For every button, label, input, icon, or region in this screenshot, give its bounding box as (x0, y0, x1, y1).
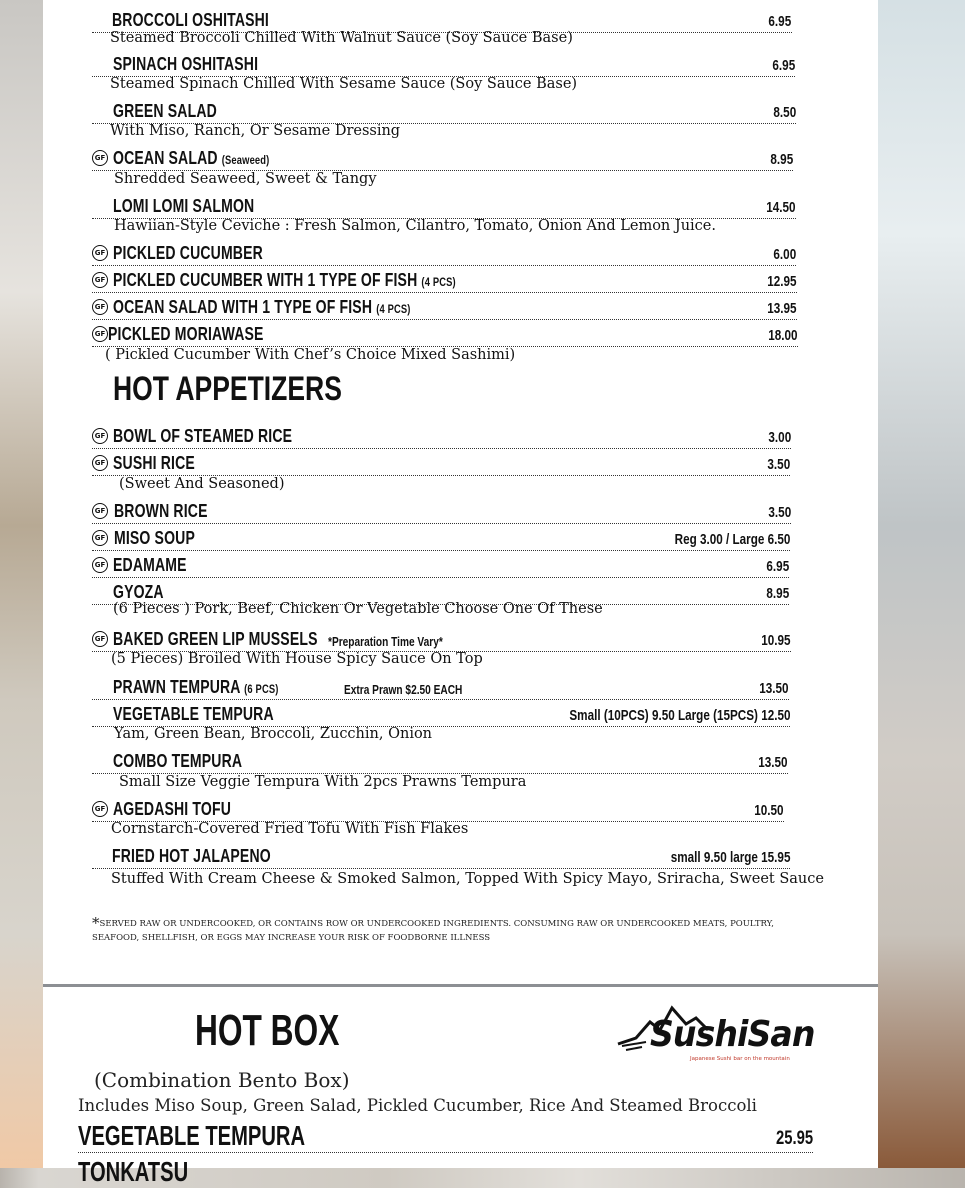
gluten-free-icon: GF (92, 272, 108, 288)
menu-item-price: 13.95 (767, 300, 797, 317)
item-portion-text: (6 PCS) (244, 682, 279, 696)
menu-item-name (113, 54, 258, 75)
item-name-text: AGEDASHI TOFU (113, 799, 231, 819)
item-name-text: BAKED GREEN LIP MUSSELS (113, 629, 318, 649)
item-name-text: EDAMAME (113, 555, 187, 575)
menu-item-price: 10.95 (761, 632, 791, 649)
gluten-free-icon: GF (92, 428, 108, 444)
menu-item-price: 10.50 (754, 802, 784, 819)
menu-item-name (108, 324, 264, 345)
menu-item-description: Cornstarch-Covered Fried Tofu With Fish Flakes (111, 821, 469, 837)
item-name-text: GREEN SALAD (113, 101, 217, 121)
menu-item-price: 8.95 (770, 151, 793, 168)
hot-box-includes: Includes Miso Soup, Green Salad, Pickled Cucumber, Rice And Steamed Broccoli (78, 1096, 757, 1115)
gluten-free-icon: GF (92, 530, 108, 546)
menu-item-name (113, 629, 318, 650)
menu-item-name (114, 528, 195, 549)
item-name-text: PICKLED MORIAWASE (108, 324, 264, 344)
menu-item-description: With Miso, Ranch, Or Sesame Dressing (110, 123, 401, 139)
background-photo-left (0, 0, 43, 1168)
menu-item-name (113, 426, 292, 447)
item-name-text: OCEAN SALAD WITH 1 TYPE OF FISH (113, 297, 373, 317)
dotted-leader (92, 292, 797, 293)
item-name-text: MISO SOUP (114, 528, 195, 548)
dotted-leader (92, 868, 790, 869)
menu-item-price: 8.50 (773, 104, 796, 121)
menu-item-description: (5 Pieces) Broiled With House Spicy Sauce On Top (111, 651, 483, 667)
menu-item-name (113, 799, 231, 820)
item-portion-text: (Seaweed) (221, 153, 270, 167)
menu-item-name (114, 501, 208, 522)
dotted-leader (92, 265, 796, 266)
item-name-text: FRIED HOT JALAPENO (112, 846, 271, 866)
menu-item-description: (Sweet And Seasoned) (119, 476, 285, 492)
logo-tagline: Japanese Sushi bar on the mountain (690, 1056, 790, 1062)
hot-box-item-name: VEGETABLE TEMPURA (78, 1120, 306, 1151)
menu-item-name (112, 10, 269, 31)
menu-item-name (113, 704, 274, 725)
item-name-text: PICKLED CUCUMBER (113, 243, 263, 263)
item-name-text: COMBO TEMPURA (113, 751, 243, 771)
menu-item-price: Small (10PCS) 9.50 Large (15PCS) 12.50 (568, 707, 790, 724)
item-name-text: SUSHI RICE (113, 453, 195, 473)
menu-item-name (113, 297, 411, 318)
item-name-text: SPINACH OSHITASHI (113, 54, 259, 74)
dotted-leader (92, 577, 789, 578)
gluten-free-icon: GF (92, 503, 108, 519)
menu-item-price: small 9.50 large 15.95 (670, 849, 790, 866)
item-name-text: OCEAN SALAD (113, 148, 218, 168)
menu-item-price: 3.50 (768, 504, 791, 521)
hot-appetizers-title: HOT APPETIZERS (113, 370, 342, 408)
gluten-free-icon: GF (92, 557, 108, 573)
menu-item-description: Small Size Veggie Tempura With 2pcs Prawns Tempura (119, 774, 527, 790)
menu-item-name (113, 101, 217, 122)
menu-item-price: 18.00 (768, 327, 798, 344)
item-name-text: BROWN RICE (114, 501, 208, 521)
menu-item-description: Stuffed With Cream Cheese & Smoked Salmon, Topped With Spicy Mayo, Sriracha, Sweet Sauce (111, 871, 824, 887)
dotted-leader (92, 523, 791, 524)
hot-box-item-price: 25.95 (776, 1128, 814, 1149)
hot-box-subtitle: (Combination Bento Box) (94, 1068, 350, 1092)
menu-item-name (113, 270, 456, 291)
menu-item-name (113, 677, 279, 698)
menu-item-name (113, 243, 263, 264)
item-name-text: PICKLED CUCUMBER WITH 1 TYPE OF FISH (113, 270, 418, 290)
dotted-leader (92, 699, 789, 700)
hot-box-title: HOT BOX (195, 1006, 340, 1055)
gluten-free-icon: GF (92, 801, 108, 817)
menu-item-description: Shredded Seaweed, Sweet & Tangy (114, 171, 377, 187)
gluten-free-icon: GF (92, 455, 108, 471)
menu-item-price: 6.95 (772, 57, 795, 74)
gluten-free-icon: GF (92, 245, 108, 261)
dotted-leader (92, 550, 790, 551)
menu-item-price: 6.95 (768, 13, 791, 30)
item-name-text: VEGETABLE TEMPURA (113, 704, 274, 724)
background-photo-right (878, 0, 965, 1168)
logo-wordmark: SushiSan (650, 1014, 815, 1055)
menu-item-price: 3.00 (768, 429, 791, 446)
menu-item-note: *Preparation Time Vary* (328, 634, 443, 649)
item-name-text: LOMI LOMI SALMON (113, 196, 255, 216)
menu-item-price: 14.50 (766, 199, 796, 216)
item-name-text: BROCCOLI OSHITASHI (112, 10, 269, 30)
menu-item-description: ( Pickled Cucumber With Chef’s Choice Mixed Sashimi) (105, 347, 516, 363)
hot-box-next-item: TONKATSU (78, 1156, 189, 1187)
menu-item-name (113, 751, 242, 772)
gluten-free-icon: GF (92, 299, 108, 315)
menu-item-description: Steamed Broccoli Chilled With Walnut Sauce (Soy Sauce Base) (110, 30, 573, 46)
menu-item-price: 12.95 (767, 273, 797, 290)
footnote-star: * (92, 914, 100, 932)
menu-item-name (112, 846, 271, 867)
menu-item-price: 13.50 (759, 680, 789, 697)
item-portion-text: (4 PCS) (421, 275, 456, 289)
menu-item-description: Hawiian-Style Ceviche : Fresh Salmon, Cilantro, Tomato, Onion And Lemon Juice. (114, 218, 716, 234)
menu-item-price: 3.50 (767, 456, 790, 473)
dotted-leader (92, 319, 797, 320)
menu-item-name (113, 555, 187, 576)
menu-item-price: 6.95 (766, 558, 789, 575)
dotted-leader (78, 1152, 813, 1153)
footnote-text: SERVED RAW OR UNDERCOOKED, OR CONTAINS ROW OR UNDERCOOKED INGREDIENTS. CONSUMING RAW OR UNDERCOOKED MEATS, POULTRY, SEAFOOD, SHELLFISH, OR EGGS MAY INCREASE YOUR RISK OF FOODBORNE ILLNESS (92, 919, 774, 943)
menu-item-price: Reg 3.00 / Large 6.50 (674, 531, 790, 548)
dotted-leader (92, 448, 791, 449)
menu-item-description: Steamed Spinach Chilled With Sesame Sauce (Soy Sauce Base) (110, 76, 578, 92)
raw-food-disclaimer (92, 916, 792, 945)
item-name-text: BOWL OF STEAMED RICE (113, 426, 293, 446)
item-name-text: GYOZA (113, 582, 164, 602)
gluten-free-icon: GF (92, 326, 108, 342)
menu-item-name (113, 148, 269, 169)
menu-item-name (113, 196, 254, 217)
menu-item-price: 6.00 (773, 246, 796, 263)
gluten-free-icon: GF (92, 150, 108, 166)
menu-item-price: 13.50 (758, 754, 788, 771)
item-portion-text: (4 PCS) (376, 302, 411, 316)
menu-item-name (113, 453, 195, 474)
gluten-free-icon: GF (92, 631, 108, 647)
item-name-text: PRAWN TEMPURA (113, 677, 241, 697)
menu-item-description: Yam, Green Bean, Broccoli, Zucchin, Onion (114, 726, 433, 742)
menu-item-note: Extra Prawn $2.50 EACH (344, 682, 463, 697)
menu-item-description: (6 Pieces ) Pork, Beef, Chicken Or Vegetable Choose One Of These (113, 601, 603, 617)
menu-item-price: 8.95 (766, 585, 789, 602)
menu-item-name (113, 582, 164, 603)
